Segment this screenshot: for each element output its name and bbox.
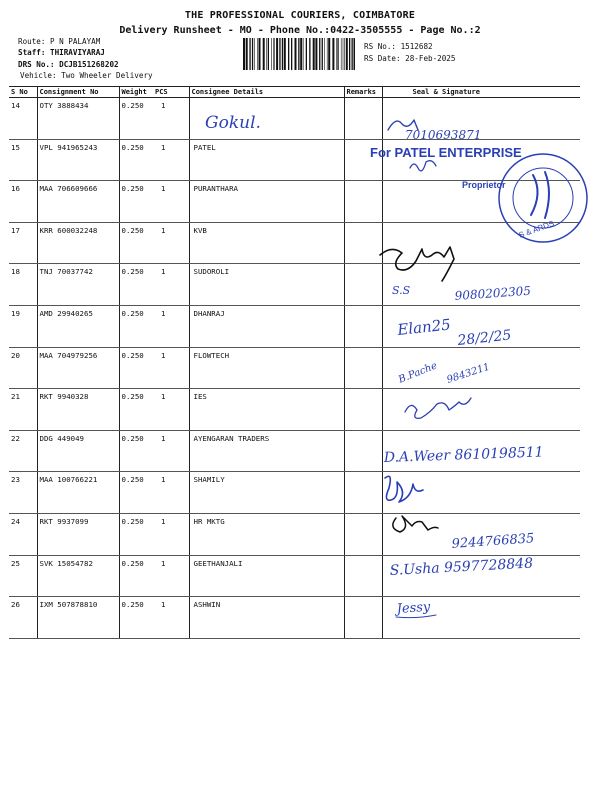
table-row: [9, 555, 580, 597]
cell-sno: 26: [9, 597, 37, 639]
cell-consignee: DHANRAJ: [189, 305, 344, 347]
cell-remarks: [344, 597, 382, 639]
handwritten-phone-row18: 9080202305: [454, 283, 532, 303]
drs-value: DCJB151268202: [59, 60, 119, 69]
cell-weight: 0.250: [119, 98, 153, 140]
cell-pcs: 1: [153, 555, 189, 597]
route-line: [18, 37, 100, 46]
cell-sno: 16: [9, 181, 37, 223]
cell-pcs: 1: [153, 513, 189, 555]
cell-consignee: GEETHANJALI: [189, 555, 344, 597]
cell-signature: [382, 98, 580, 140]
proprietor-stamp-text: Proprietor: [462, 180, 506, 190]
cell-remarks: [344, 264, 382, 306]
table-row: [9, 389, 580, 431]
cell-weight: 0.250: [119, 305, 153, 347]
cell-consignment-no: OTY 3888434: [37, 98, 119, 140]
cell-sno: 15: [9, 139, 37, 181]
cell-consignee: FLOWTECH: [189, 347, 344, 389]
cell-sno: 22: [9, 430, 37, 472]
cell-signature: [382, 347, 580, 389]
rs-date-line: [364, 54, 455, 63]
cell-remarks: [344, 513, 382, 555]
handwritten-name-row14: Gokul.: [205, 113, 261, 133]
rs-date-value: 28-Feb-2025: [405, 54, 456, 63]
cell-consignment-no: TNJ 70037742: [37, 264, 119, 306]
cell-pcs: 1: [153, 139, 189, 181]
cell-signature: [382, 264, 580, 306]
cell-consignee: AYENGARAN TRADERS: [189, 430, 344, 472]
cell-pcs: 1: [153, 430, 189, 472]
table-header-row: [9, 87, 580, 98]
col-header-pcs: PCS: [153, 87, 189, 98]
cell-pcs: 1: [153, 264, 189, 306]
cell-sno: 18: [9, 264, 37, 306]
col-header-sno: S No: [9, 87, 37, 98]
cell-signature: [382, 430, 580, 472]
cell-signature: [382, 139, 580, 181]
runsheet-table: [9, 86, 580, 639]
cell-remarks: [344, 139, 382, 181]
cell-remarks: [344, 305, 382, 347]
cell-consignment-no: KRR 600032248: [37, 222, 119, 264]
col-header-remarks: Remarks: [344, 87, 382, 98]
cell-weight: 0.250: [119, 222, 153, 264]
cell-remarks: [344, 222, 382, 264]
cell-consignment-no: AMD 29940265: [37, 305, 119, 347]
table-row: [9, 139, 580, 181]
cell-consignee: HR MKTG: [189, 513, 344, 555]
cell-sno: 23: [9, 472, 37, 514]
table-row: [9, 305, 580, 347]
cell-pcs: 1: [153, 222, 189, 264]
table-row: [9, 513, 580, 555]
table-row: [9, 430, 580, 472]
cell-weight: 0.250: [119, 139, 153, 181]
cell-signature: [382, 305, 580, 347]
cell-sno: 19: [9, 305, 37, 347]
cell-sno: 25: [9, 555, 37, 597]
handwritten-text-row22: D.A.Weer 8610198511: [383, 444, 544, 466]
cell-consignment-no: SVK 15054782: [37, 555, 119, 597]
cell-weight: 0.250: [119, 181, 153, 223]
cell-pcs: 1: [153, 389, 189, 431]
cell-pcs: 1: [153, 98, 189, 140]
rs-no-line: [364, 42, 433, 51]
cell-signature: [382, 222, 580, 264]
handwritten-phone-row24: 9244766835: [451, 531, 535, 552]
cell-consignment-no: IXM 507878810: [37, 597, 119, 639]
cell-pcs: 1: [153, 305, 189, 347]
svg-text:S & ARDS: S & ARDS: [517, 218, 556, 240]
company-title: THE PROFESSIONAL COURIERS, COIMBATORE: [184, 10, 416, 21]
table-row: [9, 472, 580, 514]
cell-weight: 0.250: [119, 513, 153, 555]
handwritten-text-row26: Jessy: [396, 599, 431, 617]
cell-pcs: 1: [153, 347, 189, 389]
table-row: [9, 264, 580, 306]
cell-consignment-no: RKT 9937099: [37, 513, 119, 555]
cell-signature: [382, 513, 580, 555]
cell-consignment-no: MAA 706609666: [37, 181, 119, 223]
cell-consignee: IES: [189, 389, 344, 431]
rs-no-label: RS No.:: [364, 42, 397, 51]
drs-label: DRS No.:: [18, 60, 55, 69]
cell-consignee: ASHWIN: [189, 597, 344, 639]
cell-remarks: [344, 98, 382, 140]
drs-line: [18, 60, 119, 69]
cell-consignment-no: RKT 9940328: [37, 389, 119, 431]
cell-sno: 20: [9, 347, 37, 389]
route-label: Route:: [18, 37, 46, 46]
barcode: [243, 38, 355, 70]
route-value: P N PALAYAM: [50, 37, 101, 46]
cell-consignee: KVB: [189, 222, 344, 264]
cell-pcs: 1: [153, 181, 189, 223]
handwritten-phone-row20: 9843211: [445, 361, 492, 386]
cell-consignment-no: MAA 704979256: [37, 347, 119, 389]
handwritten-date-row19: 28/2/25: [456, 327, 513, 349]
cell-remarks: [344, 347, 382, 389]
cell-remarks: [344, 181, 382, 223]
vehicle-label: Vehicle:: [20, 71, 57, 80]
cell-weight: 0.250: [119, 597, 153, 639]
cell-consignee: PATEL: [189, 139, 344, 181]
col-header-consignee: Consignee Details: [189, 87, 344, 98]
handwritten-sig-row18: S.S: [392, 284, 411, 297]
staff-value: THIRAVIYARAJ: [50, 48, 105, 57]
cell-weight: 0.250: [119, 555, 153, 597]
patel-stamp-text: For PATEL ENTERPRISE: [370, 145, 522, 160]
cell-signature: [382, 181, 580, 223]
table-row: [9, 597, 580, 639]
cell-consignment-no: VPL 941965243: [37, 139, 119, 181]
cell-remarks: [344, 389, 382, 431]
rs-date-label: RS Date:: [364, 54, 401, 63]
cell-sno: 24: [9, 513, 37, 555]
vehicle-line: [20, 71, 153, 80]
cell-consignee: [189, 98, 344, 140]
staff-line: [18, 48, 105, 57]
cell-pcs: 1: [153, 472, 189, 514]
cell-consignee: SHAMILY: [189, 472, 344, 514]
cell-weight: 0.250: [119, 264, 153, 306]
col-header-consignment: Consignment No: [37, 87, 119, 98]
cell-signature: [382, 597, 580, 639]
cell-remarks: [344, 472, 382, 514]
cell-consignee: PURANTHARA: [189, 181, 344, 223]
cell-sno: 21: [9, 389, 37, 431]
cell-weight: 0.250: [119, 430, 153, 472]
cell-consignee: SUDOROLI: [189, 264, 344, 306]
cell-sno: 14: [9, 98, 37, 140]
table-row: [9, 181, 580, 223]
handwritten-name-row20: B.Pache: [397, 360, 439, 386]
col-header-weight: Weight: [119, 87, 153, 98]
table-row: [9, 347, 580, 389]
cell-pcs: 1: [153, 597, 189, 639]
cell-weight: 0.250: [119, 472, 153, 514]
cell-signature: [382, 555, 580, 597]
cell-signature: [382, 472, 580, 514]
handwritten-text-row25: S.Usha 9597728848: [389, 555, 534, 579]
vehicle-value: Two Wheeler Delivery: [61, 71, 153, 80]
table-row: [9, 98, 580, 140]
runsheet-subtitle: Delivery Runsheet - MO - Phone No.:0422-3505555 - Page No.:2: [119, 25, 481, 36]
staff-label: Staff:: [18, 48, 46, 57]
handwritten-phone-row15: 7010693871: [405, 128, 482, 142]
cell-sno: 17: [9, 222, 37, 264]
cell-consignment-no: DDG 449049: [37, 430, 119, 472]
rs-no-value: 1512682: [400, 42, 433, 51]
cell-weight: 0.250: [119, 347, 153, 389]
handwritten-text-row19: Elan25: [396, 315, 452, 339]
cell-remarks: [344, 555, 382, 597]
cell-signature: [382, 389, 580, 431]
col-header-signature: Seal & Signature: [382, 87, 580, 98]
cell-remarks: [344, 430, 382, 472]
cell-consignment-no: MAA 100766221: [37, 472, 119, 514]
cell-weight: 0.250: [119, 389, 153, 431]
table-row: [9, 222, 580, 264]
